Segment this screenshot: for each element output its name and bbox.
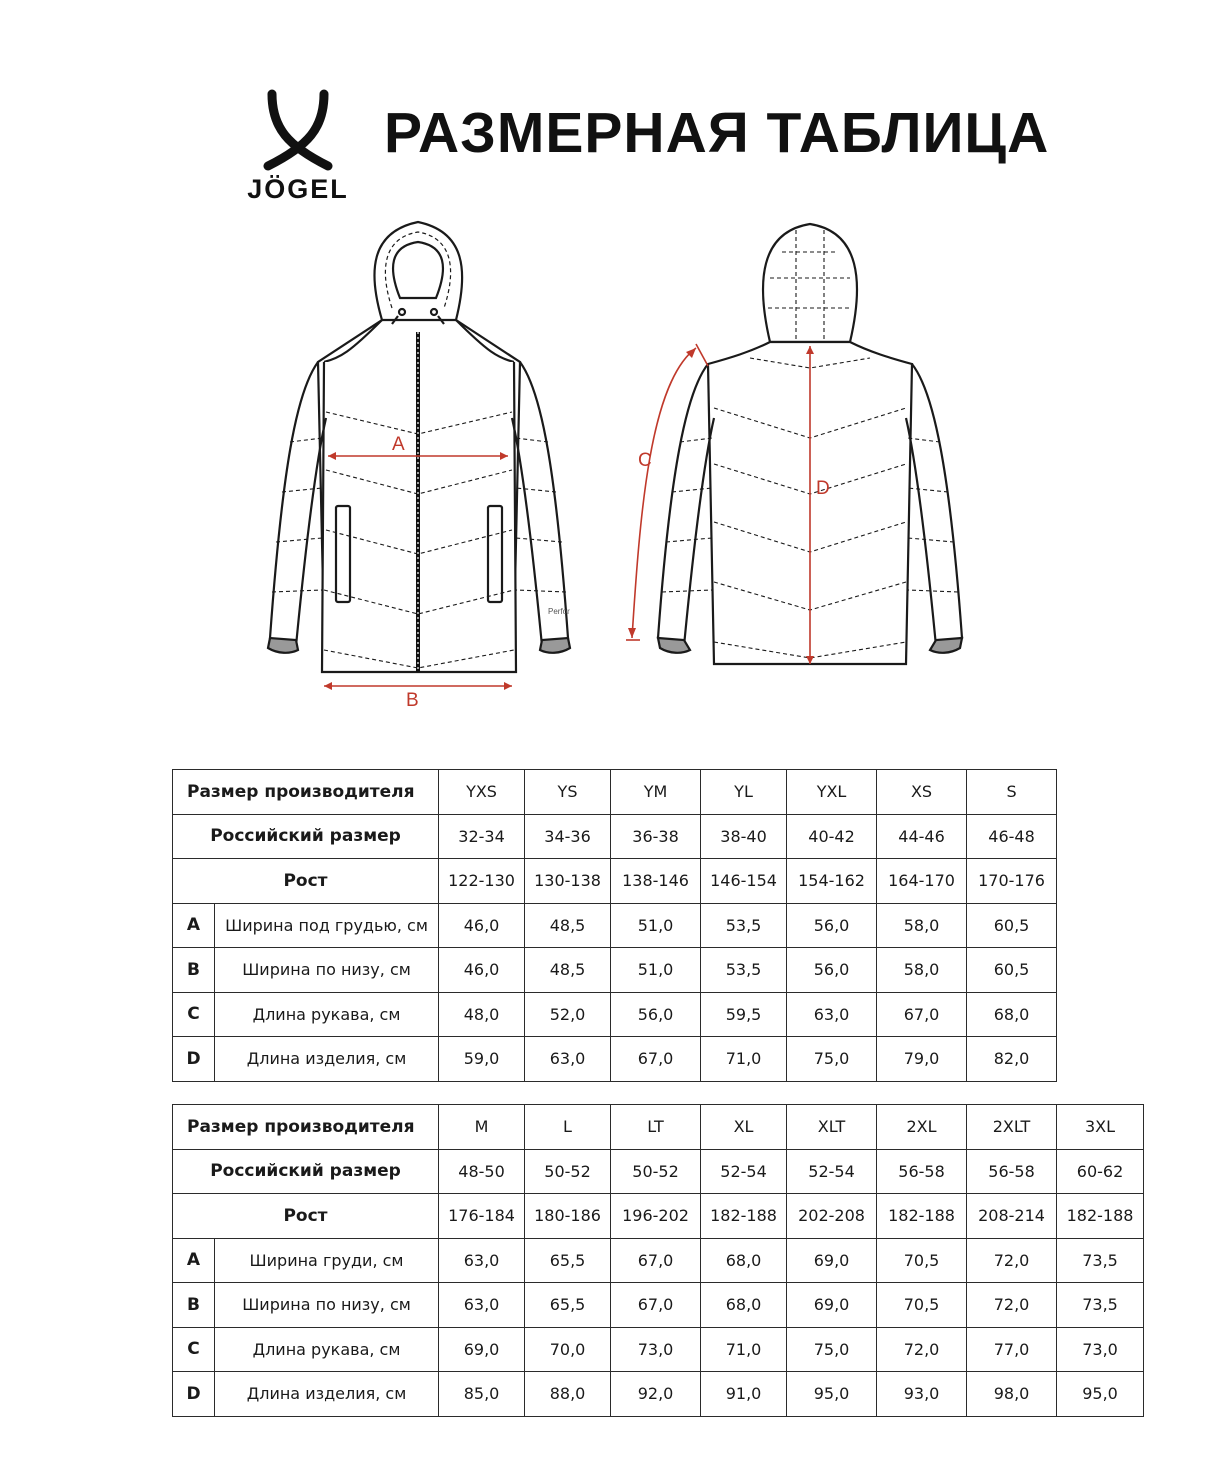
russian-size-cell: 34-36 (525, 814, 611, 859)
value-cell: 93,0 (877, 1372, 967, 1417)
table-row (173, 992, 1057, 1037)
size-table-1 (172, 769, 1057, 1082)
height-cell: 130-138 (525, 859, 611, 904)
table-row (173, 1238, 1144, 1283)
value-cell: 46,0 (439, 903, 525, 948)
height-label: Рост (173, 1194, 439, 1239)
value-cell: 53,5 (701, 948, 787, 993)
value-cell: 98,0 (967, 1372, 1057, 1417)
table-row (173, 1372, 1144, 1417)
height-cell: 182-188 (1057, 1194, 1144, 1239)
value-cell: 91,0 (701, 1372, 787, 1417)
table-row (173, 1194, 1144, 1239)
height-cell: 180-186 (525, 1194, 611, 1239)
size-cell: YS (525, 770, 611, 815)
russian-size-cell: 32-34 (439, 814, 525, 859)
measurement-letter: B (173, 1283, 215, 1328)
russian-size-cell: 44-46 (877, 814, 967, 859)
value-cell: 68,0 (701, 1238, 787, 1283)
measurement-label: Ширина груди, см (215, 1238, 439, 1283)
measurement-label: Ширина по низу, см (215, 948, 439, 993)
measurement-letter: C (173, 1327, 215, 1372)
measurement-letter: A (173, 1238, 215, 1283)
brand-logo-mark-icon (236, 88, 360, 174)
size-cell: XL (701, 1105, 787, 1150)
value-cell: 73,0 (1057, 1327, 1144, 1372)
value-cell: 56,0 (611, 992, 701, 1037)
table-row (173, 1037, 1057, 1082)
value-cell: 48,5 (525, 948, 611, 993)
russian-size-cell: 60-62 (1057, 1149, 1144, 1194)
value-cell: 67,0 (611, 1238, 701, 1283)
value-cell: 69,0 (787, 1238, 877, 1283)
value-cell: 69,0 (787, 1283, 877, 1328)
height-label: Рост (173, 859, 439, 904)
measurement-a-label: A (392, 434, 405, 455)
value-cell: 73,5 (1057, 1283, 1144, 1328)
value-cell: 72,0 (967, 1238, 1057, 1283)
height-cell: 164-170 (877, 859, 967, 904)
size-cell: S (967, 770, 1057, 815)
size-cell: M (439, 1105, 525, 1150)
russian-size-cell: 40-42 (787, 814, 877, 859)
value-cell: 77,0 (967, 1327, 1057, 1372)
height-cell: 138-146 (611, 859, 701, 904)
value-cell: 73,5 (1057, 1238, 1144, 1283)
value-cell: 69,0 (439, 1327, 525, 1372)
value-cell: 72,0 (877, 1327, 967, 1372)
measurement-letter: C (173, 992, 215, 1037)
jacket-illustration (230, 212, 1010, 722)
russian-size-cell: 56-58 (967, 1149, 1057, 1194)
brand-logo-text: JÖGEL (247, 174, 349, 204)
size-cell: 2XL (877, 1105, 967, 1150)
value-cell: 85,0 (439, 1372, 525, 1417)
value-cell: 95,0 (1057, 1372, 1144, 1417)
measurement-label: Длина рукава, см (215, 1327, 439, 1372)
value-cell: 70,5 (877, 1238, 967, 1283)
measurement-label: Длина изделия, см (215, 1037, 439, 1082)
jacket-front-icon (268, 222, 570, 672)
value-cell: 68,0 (701, 1283, 787, 1328)
value-cell: 65,5 (525, 1283, 611, 1328)
value-cell: 63,0 (439, 1238, 525, 1283)
height-cell: 170-176 (967, 859, 1057, 904)
value-cell: 75,0 (787, 1037, 877, 1082)
value-cell: 67,0 (877, 992, 967, 1037)
value-cell: 71,0 (701, 1037, 787, 1082)
value-cell: 51,0 (611, 903, 701, 948)
measurement-label: Длина изделия, см (215, 1372, 439, 1417)
value-cell: 70,0 (525, 1327, 611, 1372)
value-cell: 68,0 (967, 992, 1057, 1037)
russian-size-cell: 52-54 (787, 1149, 877, 1194)
size-cell: XLT (787, 1105, 877, 1150)
table-row (173, 859, 1057, 904)
value-cell: 63,0 (787, 992, 877, 1037)
value-cell: 92,0 (611, 1372, 701, 1417)
header-label: Размер производителя (173, 1105, 439, 1150)
measurement-letter: D (173, 1372, 215, 1417)
value-cell: 48,5 (525, 903, 611, 948)
russian-size-cell: 50-52 (525, 1149, 611, 1194)
size-cell: YXS (439, 770, 525, 815)
page-title: РАЗМЕРНАЯ ТАБЛИЦА (384, 101, 1050, 165)
value-cell: 65,5 (525, 1238, 611, 1283)
value-cell: 56,0 (787, 948, 877, 993)
value-cell: 79,0 (877, 1037, 967, 1082)
height-cell: 182-188 (877, 1194, 967, 1239)
height-cell: 122-130 (439, 859, 525, 904)
header-label: Размер производителя (173, 770, 439, 815)
russian-size-cell: 36-38 (611, 814, 701, 859)
measurement-c-label: C (638, 450, 652, 471)
value-cell: 60,5 (967, 948, 1057, 993)
value-cell: 95,0 (787, 1372, 877, 1417)
measurement-d-label: D (816, 478, 830, 499)
value-cell: 67,0 (611, 1037, 701, 1082)
value-cell: 75,0 (787, 1327, 877, 1372)
table-row (173, 1149, 1144, 1194)
value-cell: 63,0 (525, 1037, 611, 1082)
table-row (173, 1283, 1144, 1328)
brand-logo (236, 88, 360, 210)
value-cell: 48,0 (439, 992, 525, 1037)
russian-size-cell: 50-52 (611, 1149, 701, 1194)
russian-size-cell: 48-50 (439, 1149, 525, 1194)
size-cell: YM (611, 770, 701, 815)
measurement-label: Ширина под грудью, см (215, 903, 439, 948)
value-cell: 58,0 (877, 903, 967, 948)
height-cell: 146-154 (701, 859, 787, 904)
value-cell: 46,0 (439, 948, 525, 993)
russian-size-cell: 56-58 (877, 1149, 967, 1194)
value-cell: 53,5 (701, 903, 787, 948)
height-cell: 202-208 (787, 1194, 877, 1239)
value-cell: 58,0 (877, 948, 967, 993)
measurement-label: Ширина по низу, см (215, 1283, 439, 1328)
table-row (173, 770, 1057, 815)
russian-size-cell: 38-40 (701, 814, 787, 859)
measurement-letter: A (173, 903, 215, 948)
value-cell: 56,0 (787, 903, 877, 948)
russian-size-label: Российский размер (173, 1149, 439, 1194)
value-cell: 63,0 (439, 1283, 525, 1328)
value-cell: 88,0 (525, 1372, 611, 1417)
russian-size-cell: 46-48 (967, 814, 1057, 859)
height-cell: 176-184 (439, 1194, 525, 1239)
russian-size-label: Российский размер (173, 814, 439, 859)
table-row (173, 1105, 1144, 1150)
value-cell: 59,5 (701, 992, 787, 1037)
table-row (173, 948, 1057, 993)
value-cell: 52,0 (525, 992, 611, 1037)
measurement-letter: D (173, 1037, 215, 1082)
measurement-letter: B (173, 948, 215, 993)
measurement-label: Длина рукава, см (215, 992, 439, 1037)
size-cell: 3XL (1057, 1105, 1144, 1150)
value-cell: 71,0 (701, 1327, 787, 1372)
size-table-2 (172, 1104, 1144, 1417)
height-cell: 196-202 (611, 1194, 701, 1239)
value-cell: 51,0 (611, 948, 701, 993)
table-row (173, 1327, 1144, 1372)
value-cell: 67,0 (611, 1283, 701, 1328)
russian-size-cell: 52-54 (701, 1149, 787, 1194)
jacket-front-tag: Perfor (548, 607, 570, 616)
value-cell: 60,5 (967, 903, 1057, 948)
measurement-b (324, 682, 512, 711)
value-cell: 59,0 (439, 1037, 525, 1082)
jacket-drawings (230, 212, 1010, 722)
size-cell: YXL (787, 770, 877, 815)
size-cell: YL (701, 770, 787, 815)
size-cell: LT (611, 1105, 701, 1150)
height-cell: 208-214 (967, 1194, 1057, 1239)
value-cell: 82,0 (967, 1037, 1057, 1082)
table-row (173, 903, 1057, 948)
height-cell: 182-188 (701, 1194, 787, 1239)
value-cell: 73,0 (611, 1327, 701, 1372)
value-cell: 72,0 (967, 1283, 1057, 1328)
size-cell: L (525, 1105, 611, 1150)
table-row (173, 814, 1057, 859)
value-cell: 70,5 (877, 1283, 967, 1328)
measurement-b-label: B (406, 690, 419, 711)
size-cell: XS (877, 770, 967, 815)
size-cell: 2XLT (967, 1105, 1057, 1150)
height-cell: 154-162 (787, 859, 877, 904)
